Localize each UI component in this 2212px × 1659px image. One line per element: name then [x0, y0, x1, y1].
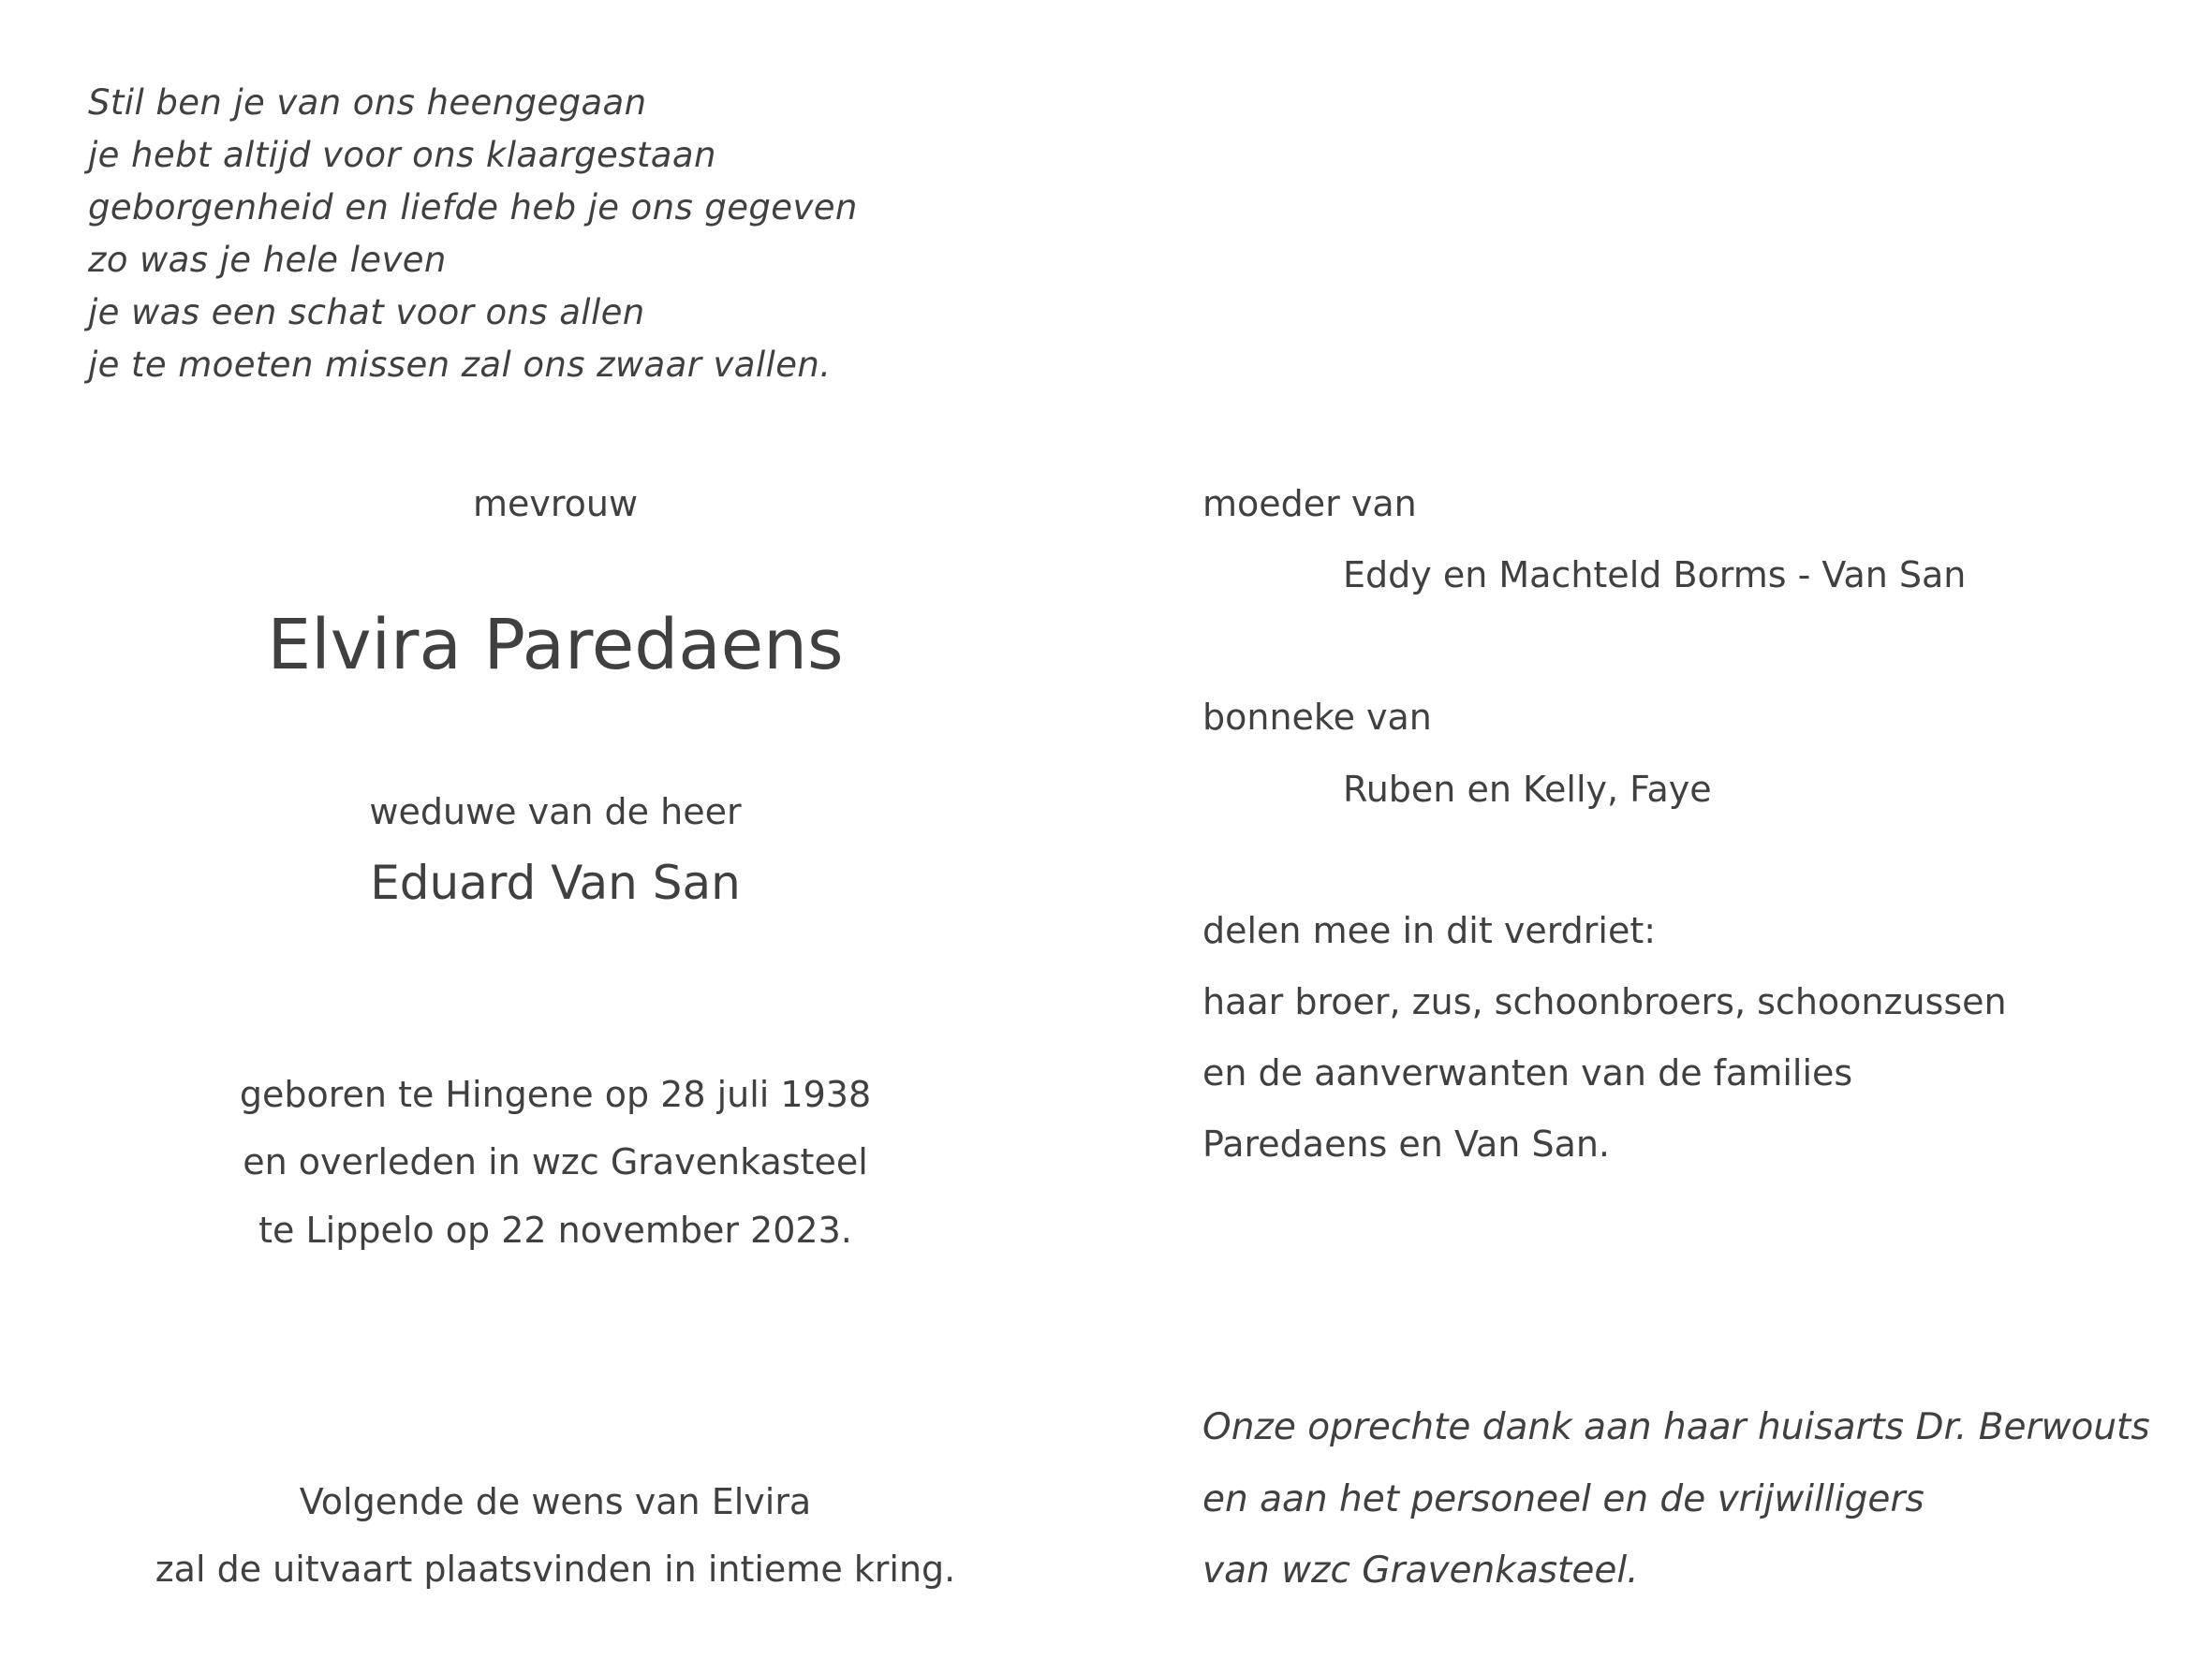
- poem: [88, 77, 858, 391]
- death-line: en overleden in wzc Gravenkasteel: [243, 1141, 868, 1182]
- death-place-date: te Lippelo op 22 november 2023.: [258, 1210, 852, 1251]
- deceased-name: Elvira Paredaens: [267, 605, 844, 685]
- poem-line: je hebt altijd voor ons klaargestaan: [88, 135, 716, 175]
- thanks-line: van wzc Gravenkasteel.: [1202, 1549, 1639, 1592]
- poem-line: geborgenheid en liefde heb je ons gegeven: [88, 187, 858, 228]
- poem-line: Stil ben je van ons heengegaan: [88, 82, 647, 123]
- children-names: Eddy en Machteld Borms - Van San: [1343, 554, 1967, 595]
- thanks-line: en aan het personeel en de vrijwilligers: [1202, 1478, 1924, 1520]
- funeral-line-1: Volgende de wens van Elvira: [299, 1481, 812, 1522]
- title-mevrouw: mevrouw: [472, 483, 639, 524]
- relatives-line: en de aanverwanten van de families: [1202, 1052, 1853, 1094]
- poem-line: je was een schat voor ons allen: [88, 292, 645, 332]
- poem-line: je te moeten missen zal ons zwaar vallen.: [88, 345, 832, 385]
- mother-of-label: moeder van: [1202, 483, 1417, 524]
- poem-line: zo was je hele leven: [88, 240, 447, 280]
- relatives-line: Paredaens en Van San.: [1202, 1123, 1611, 1165]
- birth-line: geboren te Hingene op 28 juli 1938: [239, 1074, 872, 1115]
- funeral-line-2: zal de uitvaart plaatsvinden in intieme kring.: [155, 1549, 956, 1590]
- relatives-line: haar broer, zus, schoonbroers, schoonzussen: [1202, 981, 2007, 1022]
- widow-of-label: weduwe van de heer: [369, 791, 742, 832]
- thanks-line: Onze oprechte dank aan haar huisarts Dr. Berwouts: [1202, 1406, 2150, 1448]
- spouse-name: Eduard Van San: [370, 856, 741, 910]
- grandchildren-names: Ruben en Kelly, Faye: [1343, 769, 1712, 810]
- share-label: delen mee in dit verdriet:: [1202, 910, 1657, 951]
- grandmother-of-label: bonneke van: [1202, 697, 1432, 738]
